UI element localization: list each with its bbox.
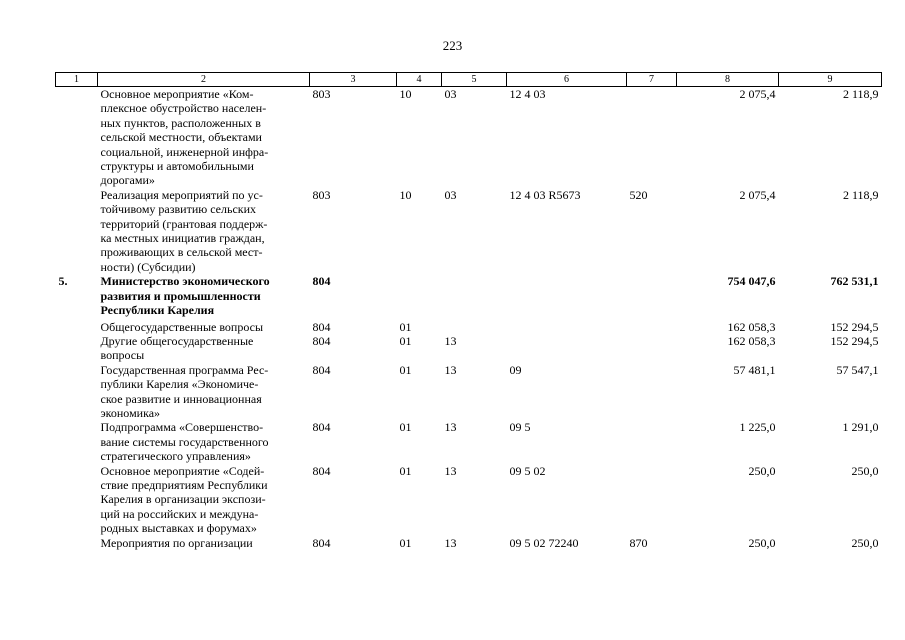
header-row bbox=[56, 73, 882, 87]
table-row bbox=[56, 334, 882, 363]
item-name: Общегосударственные вопросы bbox=[100, 319, 264, 334]
column-header: 1 bbox=[56, 73, 98, 87]
amount-col-8: 754 047,6 bbox=[727, 274, 776, 289]
target-article-code: 09 bbox=[509, 362, 522, 377]
section-code: 01 bbox=[399, 535, 412, 550]
item-name: Мероприятия по организации bbox=[100, 535, 253, 550]
row-number bbox=[56, 334, 98, 363]
table-row bbox=[56, 188, 882, 274]
subsection-code: 13 bbox=[444, 463, 457, 478]
expense-type-code bbox=[627, 334, 677, 363]
amount-col-9: 152 294,5 bbox=[830, 319, 879, 334]
ministry-code: 804 bbox=[312, 319, 331, 334]
target-article-code: 09 5 bbox=[509, 420, 531, 435]
row-number bbox=[56, 87, 98, 188]
table-header bbox=[56, 73, 882, 87]
subsection-code: 03 bbox=[444, 87, 457, 101]
ministry-code: 804 bbox=[312, 463, 331, 478]
target-article-code: 12 4 03 R5673 bbox=[509, 187, 581, 202]
amount-col-9: 762 531,1 bbox=[830, 274, 879, 289]
amount-col-8: 2 075,4 bbox=[739, 187, 776, 202]
amount-col-9: 1 291,0 bbox=[842, 420, 879, 435]
amount-col-9: 2 118,9 bbox=[842, 187, 879, 202]
amount-col-9: 250,0 bbox=[851, 463, 879, 478]
table-row bbox=[56, 536, 882, 550]
amount-col-9: 2 118,9 bbox=[842, 87, 879, 101]
amount-col-8: 250,0 bbox=[748, 535, 776, 550]
ministry-code: 803 bbox=[312, 187, 331, 202]
subsection-code: 13 bbox=[444, 333, 457, 348]
subsection-code bbox=[442, 318, 507, 334]
column-header: 3 bbox=[310, 73, 397, 87]
row-number: 5. bbox=[58, 274, 68, 289]
amount-col-8: 57 481,1 bbox=[733, 362, 776, 377]
table-row bbox=[56, 464, 882, 536]
target-article-code: 12 4 03 bbox=[509, 87, 546, 101]
row-number bbox=[56, 536, 98, 550]
ministry-code: 804 bbox=[312, 535, 331, 550]
target-article-code: 09 5 02 72240 bbox=[509, 535, 579, 550]
expense-type-code bbox=[627, 87, 677, 188]
expense-type-code: 870 bbox=[629, 535, 648, 550]
column-header: 8 bbox=[677, 73, 779, 87]
section-code: 01 bbox=[399, 319, 412, 334]
page-number: 223 bbox=[442, 38, 463, 53]
target-article-code bbox=[507, 334, 627, 363]
table-body bbox=[56, 87, 882, 551]
section-code: 10 bbox=[399, 187, 412, 202]
row-number bbox=[56, 420, 98, 463]
table-row bbox=[56, 420, 882, 463]
section-code: 01 bbox=[399, 420, 412, 435]
amount-col-9: 57 547,1 bbox=[836, 362, 879, 377]
table-row bbox=[56, 318, 882, 334]
item-name: Государственная программа Рес- публики Карелия «Экономиче- ское развитие и инновационная экономика» bbox=[100, 362, 269, 420]
column-header: 2 bbox=[98, 73, 310, 87]
expense-type-code bbox=[627, 318, 677, 334]
table-row bbox=[56, 87, 882, 188]
table-row bbox=[56, 363, 882, 421]
item-name: Подпрограмма «Совершенство- вание системы государственного стратегического управления» bbox=[100, 420, 269, 464]
column-header: 9 bbox=[779, 73, 882, 87]
amount-col-8: 250,0 bbox=[748, 463, 776, 478]
expense-type-code bbox=[627, 363, 677, 421]
item-name: Основное мероприятие «Содей- ствие предприятиям Республики Карелия в организации экспози- ций на российских и междуна- родных выставках и форумах» bbox=[100, 463, 268, 536]
subsection-code bbox=[442, 274, 507, 317]
subsection-code: 13 bbox=[444, 362, 457, 377]
column-header: 4 bbox=[397, 73, 442, 87]
row-number bbox=[56, 363, 98, 421]
amount-col-8: 1 225,0 bbox=[739, 420, 776, 435]
budget-table bbox=[55, 72, 882, 550]
expense-type-code bbox=[627, 464, 677, 536]
row-number bbox=[56, 464, 98, 536]
section-code: 10 bbox=[399, 87, 412, 101]
section-code: 01 bbox=[399, 362, 412, 377]
row-number bbox=[56, 318, 98, 334]
table-row bbox=[56, 274, 882, 317]
subsection-code: 03 bbox=[444, 187, 457, 202]
expense-type-code: 520 bbox=[629, 187, 648, 202]
amount-col-8: 162 058,3 bbox=[727, 333, 776, 348]
amount-col-9: 152 294,5 bbox=[830, 333, 879, 348]
ministry-code: 804 bbox=[312, 274, 331, 289]
target-article-code bbox=[507, 274, 627, 317]
expense-type-code bbox=[627, 274, 677, 317]
row-number bbox=[56, 188, 98, 274]
target-article-code: 09 5 02 bbox=[509, 463, 546, 478]
item-name: Министерство экономического развития и промышленности Республики Карелия bbox=[100, 274, 270, 318]
item-name: Реализация мероприятий по ус- тойчивому развитию сельских территорий (грантовая поддерж- ка местных инициатив граждан, проживающих в сельской мест- ности) (Субсидии) bbox=[100, 187, 268, 274]
subsection-code: 13 bbox=[444, 535, 457, 550]
section-code: 01 bbox=[399, 333, 412, 348]
amount-col-8: 162 058,3 bbox=[727, 319, 776, 334]
expense-type-code bbox=[627, 420, 677, 463]
section-code: 01 bbox=[399, 463, 412, 478]
ministry-code: 803 bbox=[312, 87, 331, 101]
subsection-code: 13 bbox=[444, 420, 457, 435]
ministry-code: 804 bbox=[312, 333, 331, 348]
item-name: Основное мероприятие «Ком- плексное обустройство населен- ных пунктов, расположенных в сельской местности, объектами социальной, инженерной инфра- структуры и автомобильными дорогами» bbox=[100, 87, 269, 188]
target-article-code bbox=[507, 318, 627, 334]
ministry-code: 804 bbox=[312, 420, 331, 435]
column-header: 7 bbox=[627, 73, 677, 87]
item-name: Другие общегосударственные вопросы bbox=[100, 333, 254, 363]
section-code bbox=[397, 274, 442, 317]
column-header: 6 bbox=[507, 73, 627, 87]
column-header: 5 bbox=[442, 73, 507, 87]
amount-col-8: 2 075,4 bbox=[739, 87, 776, 101]
amount-col-9: 250,0 bbox=[851, 535, 879, 550]
ministry-code: 804 bbox=[312, 362, 331, 377]
